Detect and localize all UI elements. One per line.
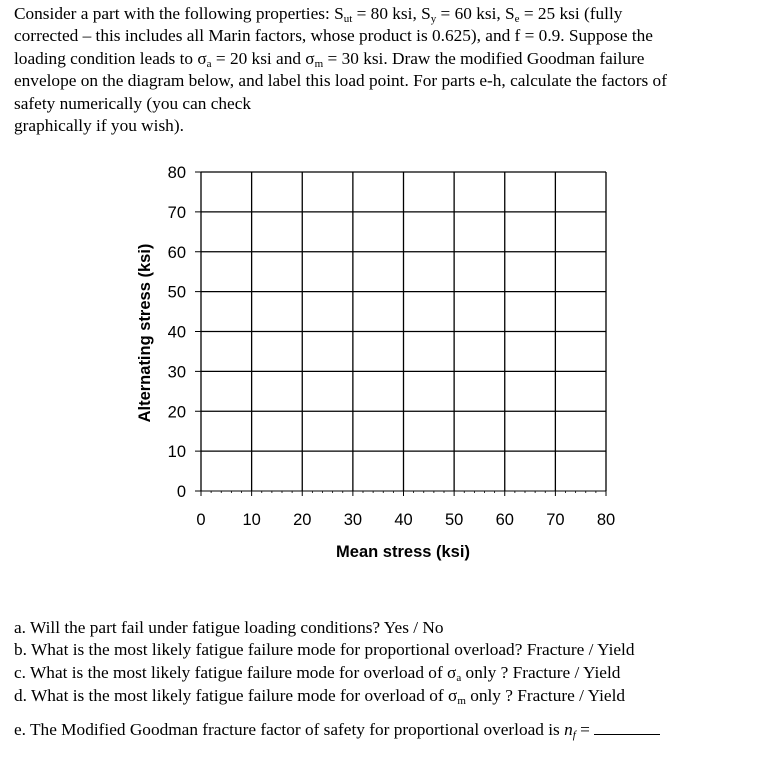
subscript: y [430, 13, 437, 25]
y-tick-label: 60 [167, 243, 186, 262]
question-e [14, 720, 660, 740]
y-tick-label: 80 [167, 164, 186, 182]
answer-blank[interactable] [594, 720, 660, 735]
subscript: a [206, 57, 212, 70]
chart-grid [201, 172, 606, 491]
y-tick-label: 20 [167, 403, 186, 422]
question-c [14, 663, 620, 683]
x-tick-label: 70 [546, 511, 565, 529]
subscript: e [514, 13, 520, 25]
x-tick-label: 40 [394, 511, 413, 529]
intro-text: = 30 ksi. Draw the modified Goodman failure [323, 48, 645, 68]
subscript: f [572, 729, 576, 741]
y-tick-label: 50 [167, 283, 186, 302]
intro-text: Consider a part with the following properties: S [14, 4, 344, 23]
x-tick-label: 10 [242, 511, 261, 529]
y-axis-ticks [168, 164, 201, 501]
x-axis-label: Mean stress (ksi) [336, 543, 470, 561]
question-text: only ? Fracture / Yield [461, 663, 621, 682]
equals-sign: = [575, 720, 590, 739]
intro-text: loading condition leads to σ [14, 48, 207, 68]
question-text: e. The Modified Goodman fracture factor of safety for proportional overload is [14, 720, 565, 739]
question-b: b. What is the most likely fatigue failure mode for proportional overload? Fracture / Yield [14, 640, 635, 659]
intro-text: = 80 ksi, S [352, 4, 431, 23]
subscript: m [457, 695, 466, 707]
x-tick-label: 20 [293, 511, 312, 529]
x-tick-label: 60 [495, 511, 514, 529]
n-letter: n [564, 720, 573, 739]
subscript: a [456, 672, 462, 684]
intro-line-6: graphically if you wish). [14, 115, 184, 135]
question-d [14, 686, 625, 706]
subscript: m [314, 57, 324, 70]
intro-line-2: corrected – this includes all Marin factors, whose product is 0.625), and f = 0.9. Suppose the [14, 26, 653, 46]
intro-line-4: envelope on the diagram below, and label this load point. For parts e-h, calculate the factors of [14, 71, 667, 91]
x-tick-label: 50 [444, 511, 464, 529]
intro-text: = 20 ksi and σ [211, 48, 315, 68]
x-tick-label: 80 [596, 511, 616, 529]
question-text: c. What is the most likely fatigue failure mode for overload of σ [14, 663, 457, 682]
y-tick-label: 0 [176, 483, 186, 501]
y-tick-label: 10 [167, 443, 186, 462]
question-text: d. What is the most likely fatigue failure mode for overload of σ [14, 686, 458, 705]
x-axis-ticks [196, 491, 615, 529]
x-tick-label: 0 [196, 511, 206, 529]
question-a: a. Will the part fail under fatigue loading conditions? Yes / No [14, 618, 444, 637]
y-tick-label: 30 [167, 363, 186, 382]
y-tick-label: 70 [167, 203, 186, 222]
x-tick-label: 30 [343, 511, 363, 529]
y-tick-label: 40 [167, 323, 186, 342]
intro-line-5: safety numerically (you can check [14, 93, 252, 113]
intro-text: = 60 ksi, S [436, 4, 515, 23]
intro-text: = 25 ksi (fully [519, 4, 623, 23]
subscript: ut [343, 13, 353, 25]
nf-symbol [564, 720, 576, 739]
question-text: only ? Fracture / Yield [465, 686, 626, 705]
y-axis-label: Alternating stress (ksi) [136, 243, 154, 423]
